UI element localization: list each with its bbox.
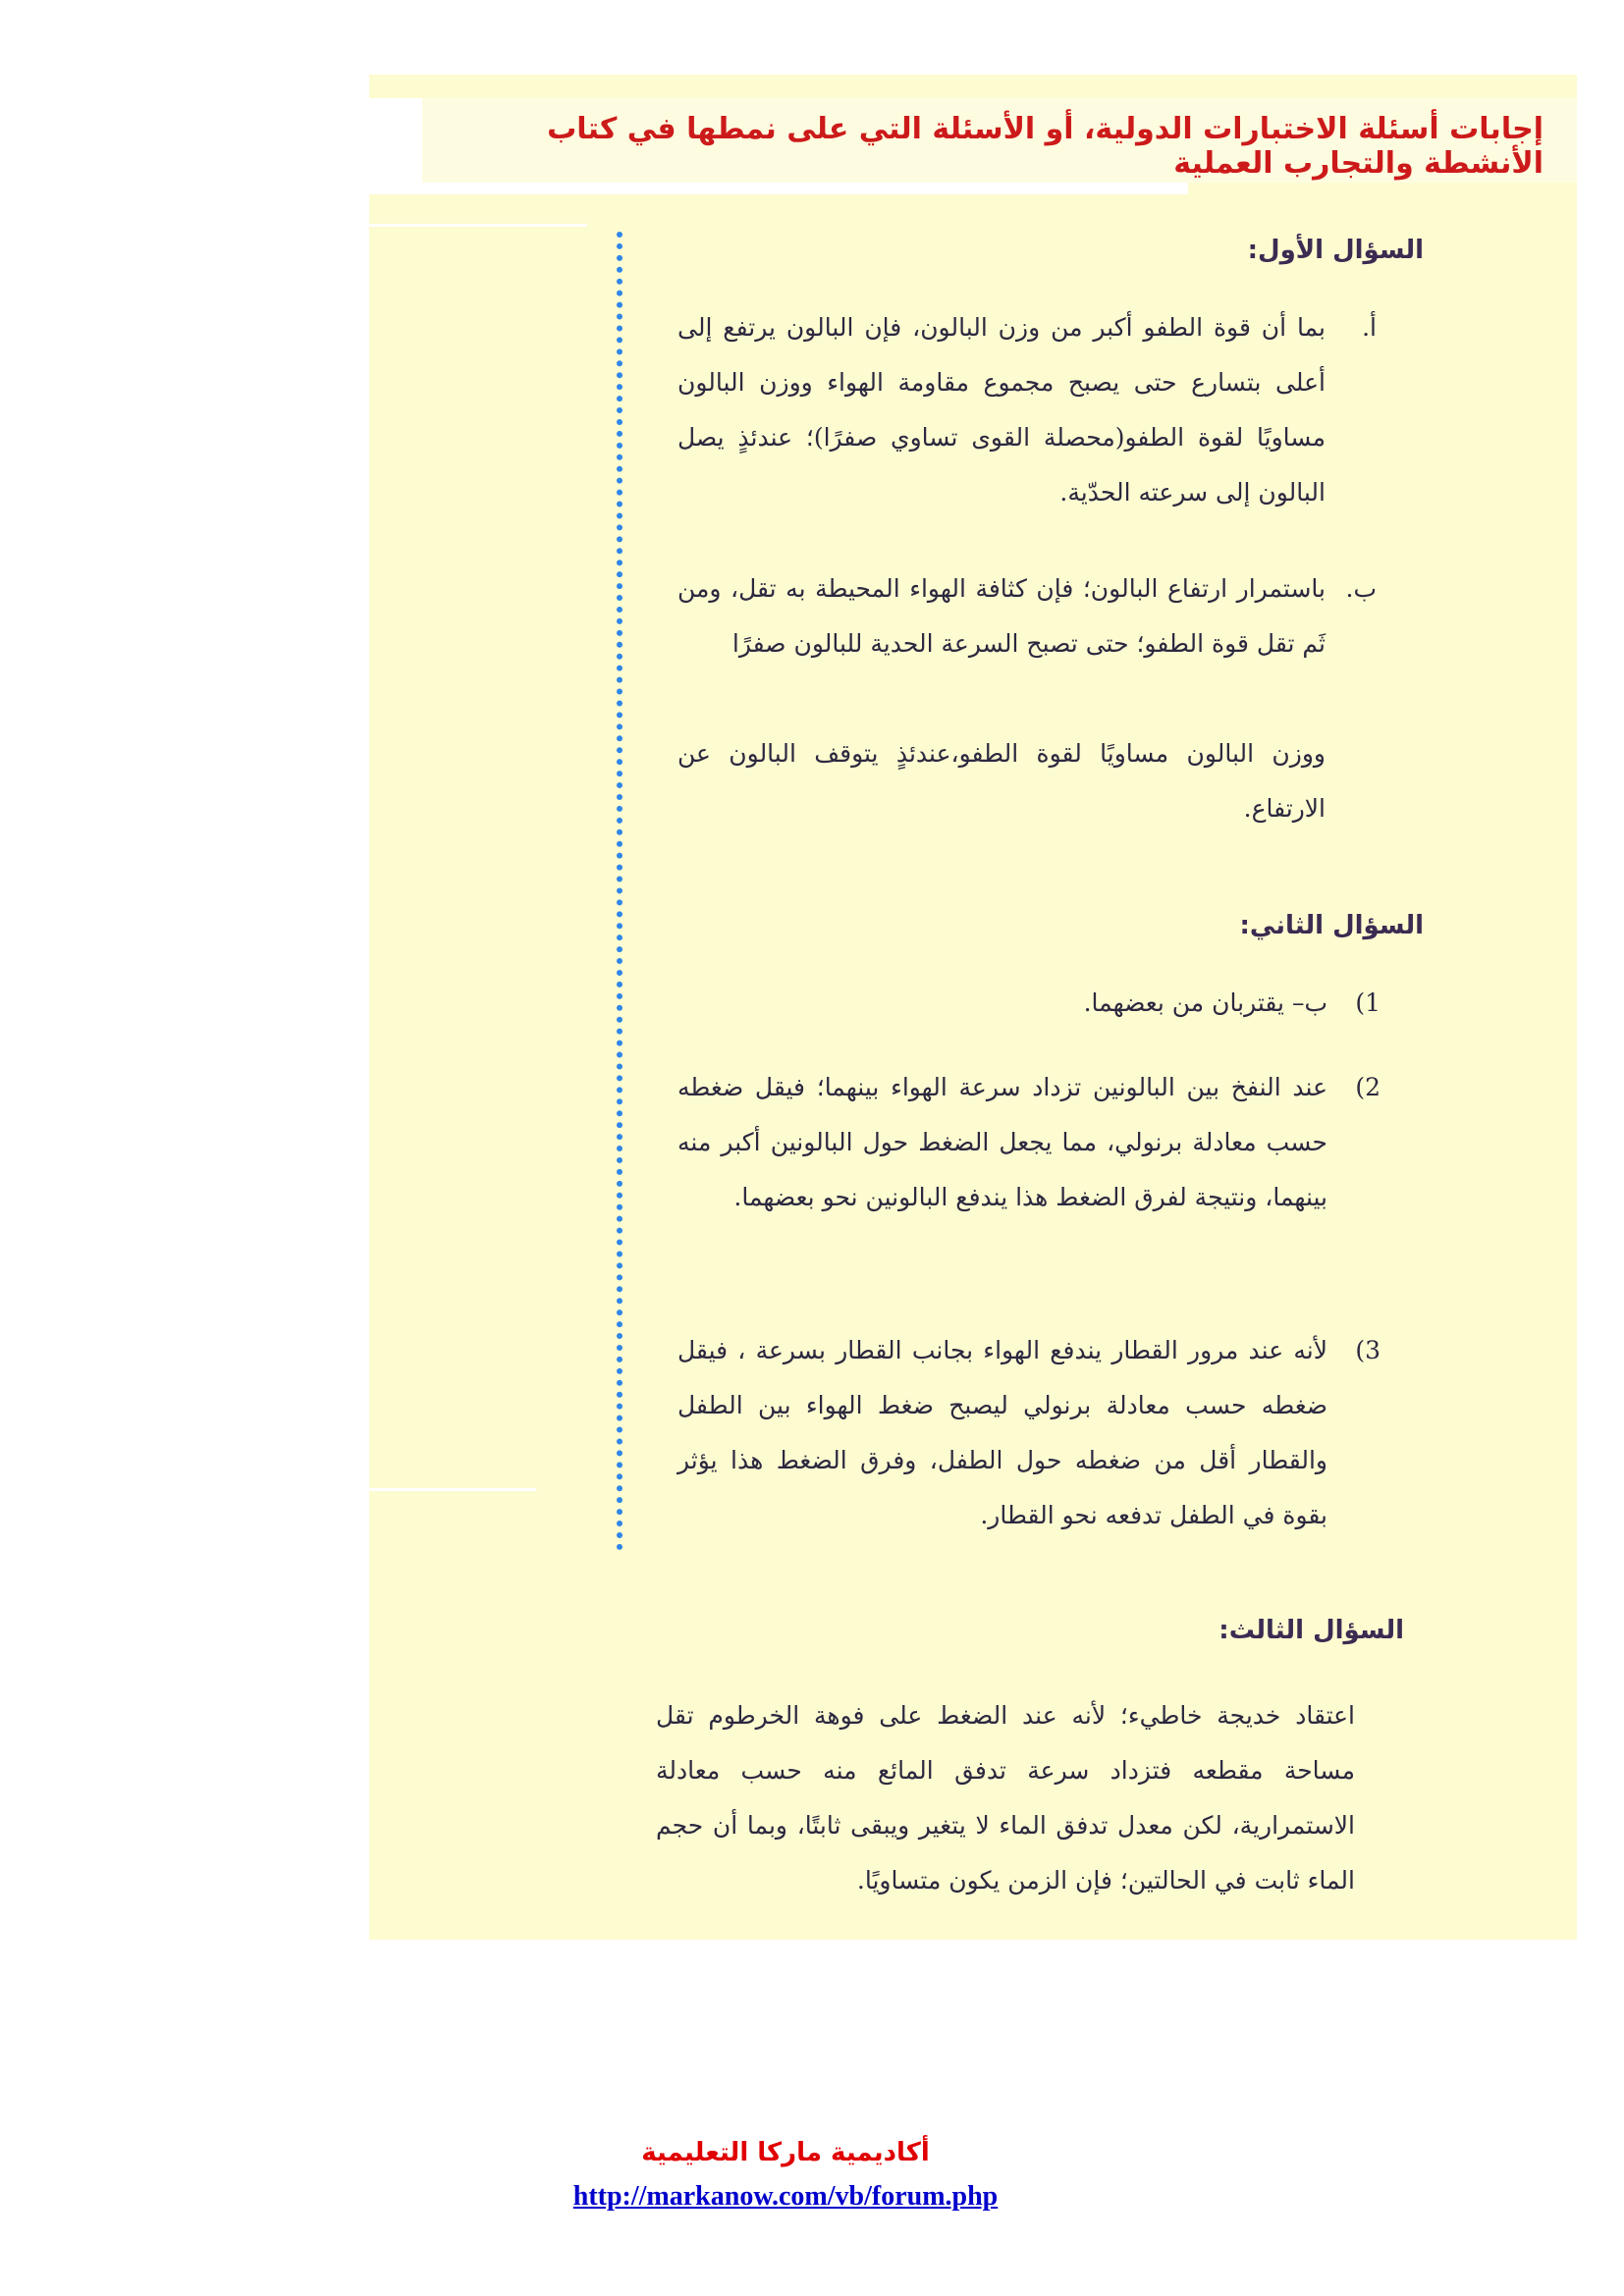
q1-b-marker: ب. [1345, 574, 1377, 603]
q2-item-1-answer: ب– يقتربان من بعضهما. [1083, 988, 1327, 1017]
q3-answer: اعتقاد خديجة خاطيء؛ لأنه عند الضغط على فوهة الخرطوم تقل مساحة مقطعه فتزداد سرعة تدفق المائع منه حسب معادلة الاستمرارية، لكن معدل تدفق الماء لا يتغير ويبقى ثابتًا، وبما أن حجم الماء ثابت في الحالتين؛ فإن الزمن يكون متساويًا. [656, 1701, 1355, 1895]
divider-line-bottom [369, 1488, 536, 1491]
page-title: إجابات أسئلة الاختبارات الدولية، أو الأسئلة التي على نمطها في كتاب الأنشطة والتجارب العملية [547, 112, 1543, 181]
q1-b-answer-continued: ووزن البالون مساويًا لقوة الطفو،عندئذٍ يتوقف البالون عن الارتفاع. [677, 739, 1326, 823]
title-notch [369, 98, 422, 183]
q1-b-answer: باستمرار ارتفاع البالون؛ فإن كثافة الهواء المحيطة به تقل، ومن ثَم تقل قوة الطفو؛ حتى تصبح السرعة الحدية للبالون صفرًا [677, 574, 1326, 658]
footer-link[interactable]: http://markanow.com/vb/forum.php [572, 2181, 999, 2212]
footer-academy-name: أكاديمية ماركا التعليمية [641, 2138, 930, 2167]
q1-a-answer: بما أن قوة الطفو أكبر من وزن البالون، فإن البالون يرتفع إلى أعلى بتسارع حتى يصبح مجموع مقاومة الهواء ووزن البالون مساويًا لقوة الطفو(محصلة القوى تساوي صفرًا)؛ عندئذٍ يصل البالون إلى سرعته الحدّية. [677, 313, 1326, 507]
q2-item-2-answer: عند النفخ بين البالونين تزداد سرعة الهواء بينهما؛ فيقل ضغطه حسب معادلة برنولي، مما يجعل الضغط حول البالونين أكبر منه بينهما، ونتيجة لفرق الضغط هذا يندفع البالونين نحو بعضهما. [677, 1073, 1327, 1211]
q1-heading: السؤال الأول: [1247, 236, 1424, 265]
q2-heading: السؤال الثاني: [1239, 911, 1424, 940]
q2-item-2-number: 2) [1355, 1073, 1380, 1101]
dotted-divider [617, 232, 623, 1551]
q2-item-1-number: 1) [1355, 988, 1380, 1017]
q1-a-marker: أ. [1362, 313, 1377, 342]
divider-line-top [369, 224, 587, 227]
title-underline [369, 183, 1188, 194]
q2-item-3-answer: لأنه عند مرور القطار يندفع الهواء بجانب القطار بسرعة ، فيقل ضغطه حسب معادلة برنولي ليصبح ضغط الهواء بين الطفل والقطار أقل من ضغطه حول الطفل، وفرق الضغط هذا يؤثر بقوة في الطفل تدفعه نحو القطار. [677, 1336, 1327, 1529]
q3-heading: السؤال الثالث: [1218, 1616, 1404, 1645]
q2-item-3-number: 3) [1355, 1336, 1380, 1364]
